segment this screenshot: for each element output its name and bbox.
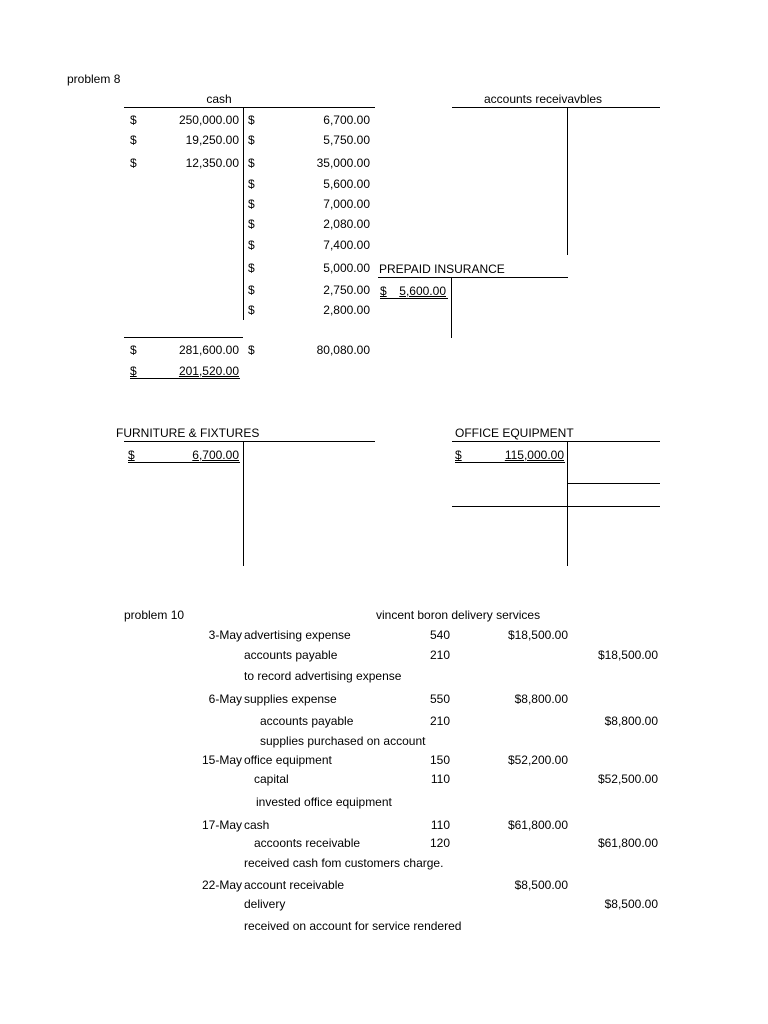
cash-debit-amount: 19,250.00 (185, 133, 239, 147)
cash-credit-symbol: $ (248, 113, 255, 127)
journal-debit-amount: $61,800.00 (507, 818, 568, 832)
journal-debit-account: cash (244, 818, 270, 832)
office-equipment-debit-symbol: $ (455, 448, 462, 462)
journal-date: 17-May (201, 818, 242, 832)
journal-debit-amount: $52,200.00 (507, 753, 568, 767)
cash-debit-symbol: $ (130, 133, 137, 147)
journal-credit-ref: 210 (429, 714, 450, 728)
cash-credit-symbol: $ (248, 238, 255, 252)
journal-debit-amount: $18,500.00 (507, 628, 568, 642)
journal-credit-account: delivery (244, 897, 286, 911)
office-equipment-top-rule (452, 441, 660, 442)
journal-debit-ref: 110 (430, 818, 450, 832)
journal-debit-ref: 550 (429, 692, 450, 706)
prepaid-insurance-double-rule (380, 298, 448, 299)
cash-top-rule (124, 107, 375, 108)
journal-date: 6-May (208, 692, 242, 706)
cash-debit-total-symbol: $ (130, 343, 137, 357)
furniture-fixtures-debit-symbol: $ (128, 448, 135, 462)
cash-title: cash (206, 92, 232, 106)
furniture-fixtures-double-rule (128, 462, 240, 463)
cash-balance-double-rule (130, 378, 240, 379)
cash-divider (243, 108, 244, 320)
cash-credit-amount: 2,080.00 (323, 217, 370, 231)
cash-balance: 201,520.00 (178, 364, 239, 378)
journal-debit-account: account receivable (244, 878, 345, 892)
accounts-receivable-title: accounts receivavbles (483, 92, 603, 106)
cash-credit-amount: 2,800.00 (323, 303, 370, 317)
journal-memo: invested office equipment (256, 795, 392, 809)
cash-credit-amount: 5,750.00 (323, 133, 370, 147)
prepaid-insurance-top-rule (378, 277, 568, 278)
cash-credit-symbol: $ (248, 197, 255, 211)
journal-debit-account: office equipment (244, 753, 332, 767)
prepaid-insurance-divider (451, 278, 452, 338)
prepaid-insurance-title: PREPAID INSURANCE (379, 262, 505, 276)
journal-credit-account: capital (254, 772, 289, 786)
accounts-receivable-divider (567, 108, 568, 255)
cash-credit-amount: 35,000.00 (316, 156, 370, 170)
journal-memo: to record advertising expense (244, 669, 402, 683)
cash-credit-amount: 2,750.00 (323, 283, 370, 297)
prepaid-insurance-debit-amount: 5,600.00 (399, 284, 446, 298)
journal-credit-amount: $61,800.00 (597, 836, 658, 850)
cash-balance-symbol: $ (130, 364, 137, 378)
cash-credit-total: 80,080.00 (316, 343, 370, 357)
cash-total-rule (124, 337, 243, 338)
furniture-fixtures-debit-amount: 6,700.00 (192, 448, 239, 462)
journal-date: 15-May (201, 753, 242, 767)
cash-credit-total-symbol: $ (248, 343, 255, 357)
journal-credit-amount: $52,500.00 (597, 772, 658, 786)
cash-credit-symbol: $ (248, 133, 255, 147)
cash-credit-amount: 5,600.00 (323, 177, 370, 191)
furniture-fixtures-title: FURNITURE & FIXTURES (116, 426, 260, 440)
journal-credit-account: accounts payable (244, 648, 338, 662)
office-equipment-debit-amount: 115,000.00 (504, 448, 564, 462)
office-equipment-bottom-rule (452, 506, 660, 507)
cash-credit-symbol: $ (248, 217, 255, 231)
journal-debit-account: supplies expense (244, 692, 337, 706)
cash-credit-symbol: $ (248, 303, 255, 317)
cash-credit-symbol: $ (248, 283, 255, 297)
prepaid-insurance-debit-symbol: $ (380, 284, 387, 298)
journal-debit-amount: $8,500.00 (514, 878, 568, 892)
journal-debit-account: advertising expense (244, 628, 351, 642)
journal-debit-ref: 540 (429, 628, 450, 642)
journal-memo: received on account for service rendered (244, 919, 462, 933)
journal-credit-amount: $8,500.00 (604, 897, 658, 911)
cash-credit-amount: 7,000.00 (323, 197, 370, 211)
journal-credit-ref: 110 (430, 772, 450, 786)
journal-credit-account: accounts payable (260, 714, 354, 728)
journal-memo: supplies purchased on account (260, 734, 426, 748)
cash-debit-total: 281,600.00 (178, 343, 239, 357)
cash-debit-symbol: $ (130, 156, 137, 170)
journal-credit-amount: $18,500.00 (597, 648, 658, 662)
journal-memo: received cash fom customers charge. (244, 856, 444, 870)
cash-credit-symbol: $ (248, 261, 255, 275)
cash-credit-symbol: $ (248, 156, 255, 170)
journal-credit-ref: 210 (429, 648, 450, 662)
cash-debit-symbol: $ (130, 113, 137, 127)
cash-credit-amount: 6,700.00 (323, 113, 370, 127)
office-equipment-double-rule (455, 462, 565, 463)
problem8-title: problem 8 (67, 72, 121, 86)
office-equipment-divider (567, 442, 568, 566)
furniture-fixtures-top-rule (124, 441, 375, 442)
cash-credit-symbol: $ (248, 177, 255, 191)
office-equipment-title: OFFICE EQUIPMENT (455, 426, 574, 440)
cash-debit-amount: 12,350.00 (185, 156, 239, 170)
accounts-receivable-top-rule (452, 107, 660, 108)
company-name: vincent boron delivery services (376, 608, 541, 622)
problem10-title: problem 10 (124, 608, 185, 622)
journal-credit-ref: 120 (429, 836, 450, 850)
journal-credit-amount: $8,800.00 (604, 714, 658, 728)
cash-debit-amount: 250,000.00 (178, 113, 239, 127)
cash-credit-amount: 7,400.00 (323, 238, 370, 252)
journal-debit-amount: $8,800.00 (514, 692, 568, 706)
journal-date: 22-May (201, 878, 242, 892)
cash-credit-amount: 5,000.00 (323, 261, 370, 275)
journal-credit-account: accoonts receivable (254, 836, 361, 850)
furniture-fixtures-divider (243, 442, 244, 566)
journal-date: 3-May (208, 628, 242, 642)
journal-debit-ref: 150 (429, 753, 450, 767)
office-equipment-credit-rule (568, 483, 660, 484)
